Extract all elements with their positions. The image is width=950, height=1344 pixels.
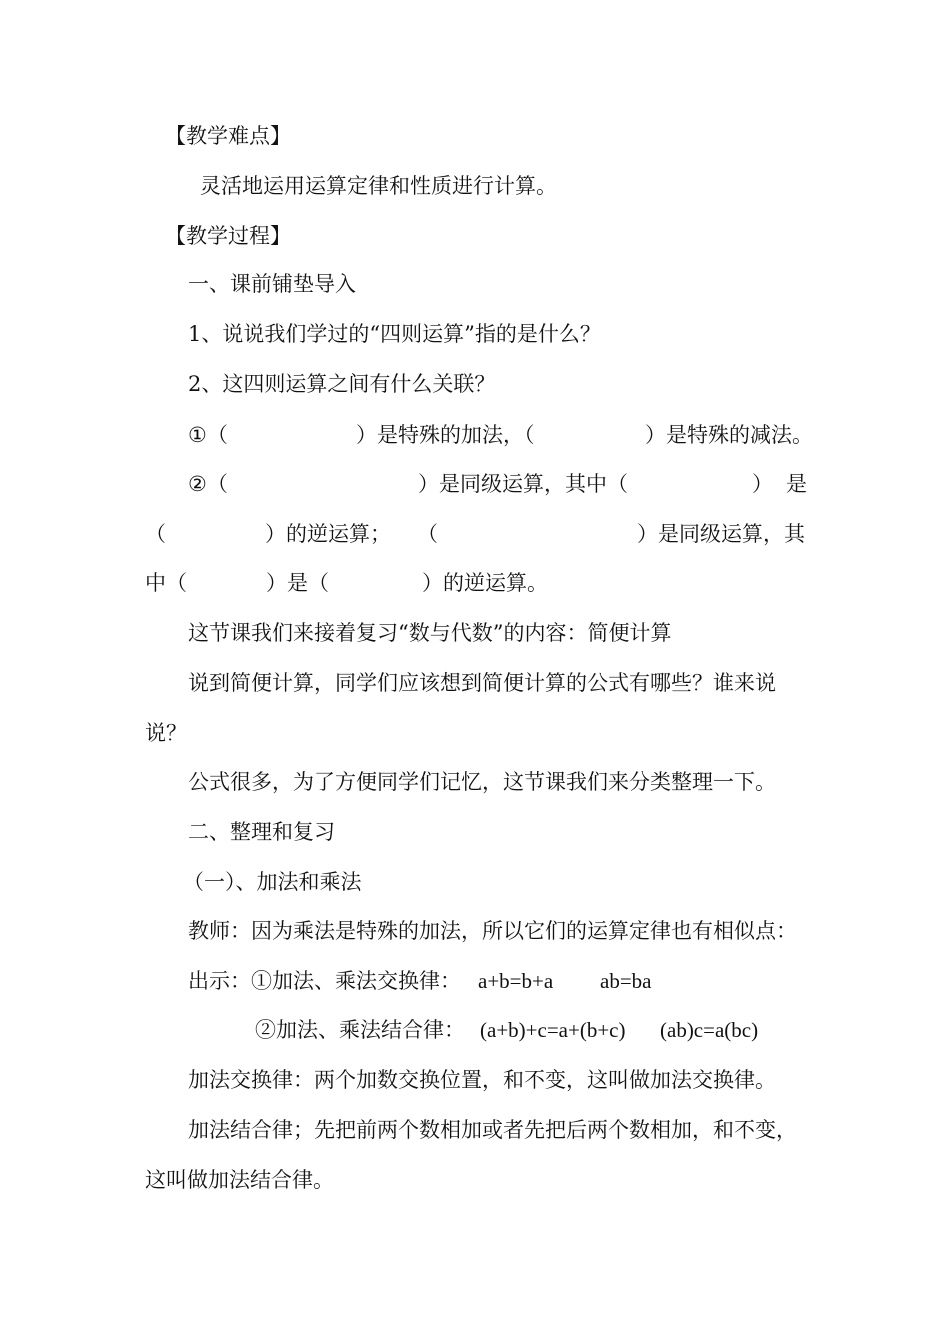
associative-definition-start: 加法结合律；先把前两个数相加或者先把后两个数相加，和不变， bbox=[188, 1118, 797, 1142]
commutative-mul-formula: ab=ba bbox=[600, 969, 652, 993]
blank-line-2-mid: ）是同级运算，其中（ bbox=[418, 472, 628, 496]
section-heading-2: 二、整理和复习 bbox=[188, 820, 335, 844]
blank-line-2-end: 是 bbox=[786, 472, 807, 496]
heading-teaching-process: 【教学过程】 bbox=[165, 224, 291, 248]
question-2: 2、这四则运算之间有什么关联？ bbox=[188, 372, 496, 396]
blank-line-3-open: （ bbox=[417, 522, 438, 546]
blank-line-3-start: （ bbox=[145, 522, 166, 546]
associative-mul-formula: (ab)c=a(bc) bbox=[660, 1018, 759, 1042]
paragraph-difficulty-text: 灵活地运用运算定律和性质进行计算。 bbox=[200, 174, 557, 198]
blank-line-2-start: ②（ bbox=[188, 472, 228, 496]
commutative-add-formula: a+b=b+a bbox=[478, 969, 554, 993]
heading-teaching-difficulty: 【教学难点】 bbox=[165, 124, 291, 148]
blank-line-4-mid: ）是（ bbox=[266, 571, 329, 595]
paragraph-question-start: 说到简便计算，同学们应该想到简便计算的公式有哪些？谁来说 bbox=[188, 671, 776, 695]
teacher-paragraph: 教师：因为乘法是特殊的加法，所以它们的运算定律也有相似点： bbox=[188, 919, 797, 943]
blank-line-1-mid: ）是特殊的加法，（ bbox=[356, 423, 535, 447]
blank-line-3-mid: ）的逆运算； bbox=[265, 522, 391, 546]
question-1: 1、说说我们学过的“四则运算”指的是什么？ bbox=[188, 322, 601, 346]
blank-line-4-end: ）的逆运算。 bbox=[422, 571, 548, 595]
paragraph-intro: 这节课我们来接着复习“数与代数”的内容：简便计算 bbox=[188, 621, 672, 645]
section-heading-1: 一、课前铺垫导入 bbox=[188, 272, 356, 296]
blank-line-3-end: ）是同级运算，其 bbox=[637, 522, 805, 546]
associative-add-formula: (a+b)+c=a+(b+c) bbox=[480, 1018, 626, 1042]
paragraph-question-end: 说？ bbox=[145, 721, 187, 745]
blank-line-4-start: 中（ bbox=[145, 571, 187, 595]
paragraph-formulas: 公式很多，为了方便同学们记忆，这节课我们来分类整理一下。 bbox=[188, 770, 776, 794]
blank-line-1-start: ①（ bbox=[188, 423, 228, 447]
commutative-label: 出示：①加法、乘法交换律： bbox=[188, 969, 461, 993]
subsection-heading: （一）、加法和乘法 bbox=[183, 870, 362, 894]
associative-label: ②加法、乘法结合律： bbox=[255, 1018, 465, 1042]
associative-definition-end: 这叫做加法结合律。 bbox=[145, 1168, 334, 1192]
blank-line-1-end: ）是特殊的减法。 bbox=[645, 423, 813, 447]
blank-line-2-close: ） bbox=[752, 472, 773, 496]
commutative-definition: 加法交换律：两个加数交换位置，和不变，这叫做加法交换律。 bbox=[188, 1068, 776, 1092]
